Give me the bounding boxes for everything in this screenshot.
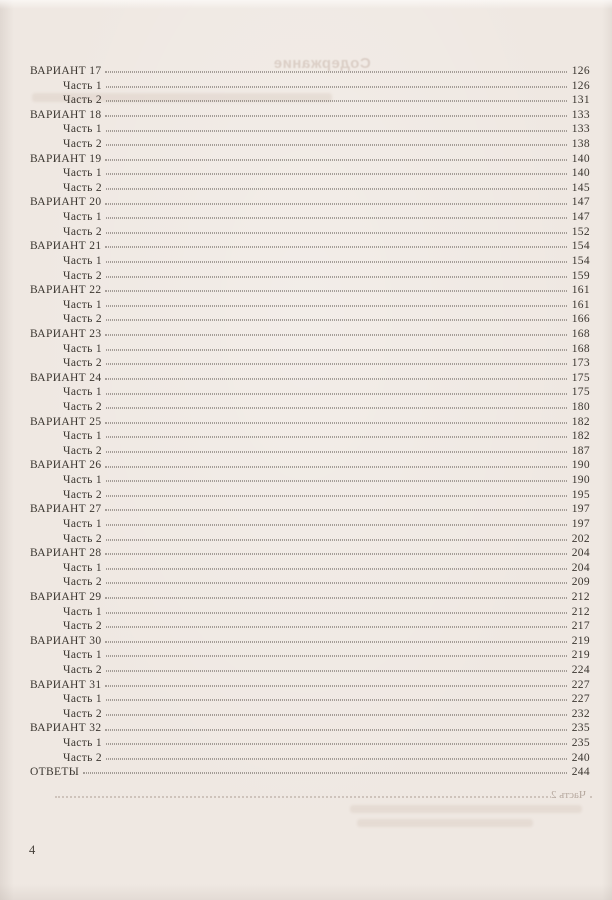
toc-entry-label: Часть 2 [63, 138, 103, 151]
toc-entry-label: Часть 1 [63, 123, 103, 136]
dot-leader [106, 495, 567, 496]
toc-entry-page: 232 [571, 707, 590, 720]
toc-entry-label: ВАРИАНТ 21 [30, 240, 102, 253]
toc-entry-page: 197 [571, 503, 590, 516]
toc-entry [30, 181, 590, 196]
toc-entry [30, 648, 590, 663]
toc-entry-page: 235 [571, 722, 590, 735]
toc-entry-page: 190 [571, 474, 590, 487]
toc-entry [30, 298, 590, 313]
toc-entry [30, 575, 590, 590]
toc-entry-page: 133 [571, 108, 590, 121]
folio-page-number: 4 [29, 843, 36, 857]
dot-leader [106, 393, 567, 394]
dot-leader [106, 305, 567, 306]
toc-entry [30, 488, 590, 503]
dot-leader [106, 714, 567, 715]
dot-leader [105, 291, 567, 292]
toc-entry-page: 140 [571, 167, 590, 180]
toc-entry-label: ВАРИАНТ 25 [30, 415, 102, 428]
toc-entry [30, 239, 590, 254]
toc-entry-label: Часть 2 [63, 401, 103, 414]
toc-entry-page: 182 [571, 430, 590, 443]
toc-entry-label: ВАРИАНТ 20 [30, 196, 102, 209]
toc-entry [30, 254, 590, 269]
toc-entry-label: ВАРИАНТ 19 [30, 152, 102, 165]
toc-entry-label: Часть 2 [63, 94, 103, 107]
toc-entry-page: 219 [571, 649, 590, 662]
toc-entry [30, 663, 590, 678]
toc-entry-page: 235 [571, 737, 590, 750]
toc-entry [30, 561, 590, 576]
toc-entry [30, 195, 590, 210]
toc-entry-page: 190 [571, 459, 590, 472]
toc-entry-page: 140 [571, 152, 590, 165]
toc-entry [30, 721, 590, 736]
toc-entry-label: Часть 1 [63, 79, 103, 92]
toc-entry-page: 240 [571, 751, 590, 764]
dot-leader [105, 729, 567, 730]
dot-leader [105, 422, 567, 423]
dot-leader [105, 203, 567, 204]
toc-entry-label: Часть 1 [63, 737, 103, 750]
toc-entry [30, 342, 590, 357]
toc-entry [30, 546, 590, 561]
toc-entry-page: 197 [571, 517, 590, 530]
toc-entry [30, 692, 590, 707]
dot-leader [106, 276, 567, 277]
toc-entry-page: 187 [571, 444, 590, 457]
toc-entry [30, 736, 590, 751]
toc-entry-label: ВАРИАНТ 22 [30, 284, 102, 297]
toc-entry [30, 502, 590, 517]
dot-leader [106, 451, 567, 452]
toc-entry [30, 458, 590, 473]
toc-entry-label: Часть 2 [63, 576, 103, 589]
dot-leader [106, 583, 567, 584]
dot-leader [105, 641, 567, 642]
toc-entry-label: Часть 1 [63, 386, 103, 399]
toc-entry-label: ВАРИАНТ 24 [30, 371, 102, 384]
dot-leader [106, 130, 567, 131]
toc-entry-page: 182 [571, 415, 590, 428]
toc-entry [30, 269, 590, 284]
toc-entry-page: 175 [571, 371, 590, 384]
toc-entry-label: Часть 1 [63, 254, 103, 267]
toc-entry [30, 64, 590, 79]
toc-entry-label: Часть 2 [63, 357, 103, 370]
dot-leader [105, 598, 567, 599]
dot-leader [106, 744, 567, 745]
toc-entry-label: ВАРИАНТ 27 [30, 503, 102, 516]
toc-entry-label: ВАРИАНТ 17 [30, 65, 102, 77]
toc-entry-label: Часть 2 [63, 444, 103, 457]
toc-entry-page: 168 [571, 342, 590, 355]
toc-entry-page: 209 [571, 576, 590, 589]
toc-entry [30, 429, 590, 444]
dot-leader [106, 145, 567, 146]
toc-entry [30, 444, 590, 459]
bleedthrough-line [55, 789, 592, 801]
dot-leader [106, 408, 567, 409]
toc-entry-page: 204 [571, 561, 590, 574]
toc-entry-label: ВАРИАНТ 23 [30, 327, 102, 340]
toc-entry-page: 126 [571, 65, 590, 77]
toc-entry-label: Часть 1 [63, 605, 103, 618]
dot-leader [105, 159, 567, 160]
bleedthrough-smudge [357, 819, 533, 827]
toc-entry-page: 138 [571, 138, 590, 151]
toc-entry-label: Часть 1 [63, 561, 103, 574]
dot-leader [106, 101, 567, 102]
toc-entry-label: Часть 2 [63, 663, 103, 676]
dot-leader [106, 320, 567, 321]
dot-leader [105, 115, 567, 116]
dot-leader [105, 335, 567, 336]
toc-entry [30, 108, 590, 123]
toc-entry [30, 122, 590, 137]
dot-leader [105, 554, 567, 555]
toc-entry [30, 283, 590, 298]
dot-leader [106, 700, 567, 701]
toc-entry [30, 751, 590, 766]
dot-leader [106, 349, 567, 350]
toc-entry [30, 415, 590, 430]
toc-entry-page: 166 [571, 313, 590, 326]
toc-entry-page: 175 [571, 386, 590, 399]
toc-entry [30, 137, 590, 152]
dot-leader [106, 656, 567, 657]
toc-entry [30, 473, 590, 488]
toc-entry-page: 161 [571, 284, 590, 297]
toc-entry-label: Часть 2 [63, 707, 103, 720]
toc-entry [30, 327, 590, 342]
dot-leader [106, 481, 567, 482]
toc-entry-page: 133 [571, 123, 590, 136]
toc-entry [30, 765, 590, 780]
toc-entry-label: Часть 2 [63, 181, 103, 194]
toc-entry-page: 219 [571, 634, 590, 647]
toc-entry-label: Часть 2 [63, 532, 103, 545]
toc-entry-page: 159 [571, 269, 590, 282]
dot-leader [106, 174, 567, 175]
toc-entry-label: Часть 1 [63, 474, 103, 487]
toc-entry [30, 590, 590, 605]
toc-entry-page: 224 [571, 663, 590, 676]
toc-entry [30, 385, 590, 400]
toc-entry-label: Часть 1 [63, 649, 103, 662]
toc-entry [30, 356, 590, 371]
toc-entry [30, 678, 590, 693]
dot-leader [106, 627, 567, 628]
bleedthrough-line-label: Часть 2 [551, 789, 590, 801]
toc-entry [30, 93, 590, 108]
toc-entry-label: Часть 2 [63, 225, 103, 238]
toc-entry-label: ВАРИАНТ 31 [30, 678, 102, 691]
toc-entry-page: 180 [571, 401, 590, 414]
dot-leader [105, 510, 567, 511]
toc-entry-page: 227 [571, 678, 590, 691]
dot-leader [105, 466, 567, 467]
bleedthrough-title: Содержание [273, 55, 371, 72]
toc-entry-label: Часть 2 [63, 751, 103, 764]
dot-leader [105, 378, 567, 379]
toc-entry-page: 195 [571, 488, 590, 501]
toc-entry [30, 152, 590, 167]
toc-entry-label: ВАРИАНТ 26 [30, 459, 102, 472]
toc-entry-label: Часть 1 [63, 211, 103, 224]
toc-entry-label: ОТВЕТЫ [30, 766, 80, 779]
dot-leader [83, 773, 567, 774]
dot-leader [106, 568, 567, 569]
toc-entry-page: 227 [571, 693, 590, 706]
table-of-contents [30, 64, 590, 780]
dot-leader [105, 247, 567, 248]
toc-entry-label: ВАРИАНТ 18 [30, 108, 102, 121]
dot-leader [106, 188, 567, 189]
dot-leader [106, 671, 567, 672]
toc-entry [30, 605, 590, 620]
toc-entry [30, 532, 590, 547]
toc-entry [30, 619, 590, 634]
toc-entry-label: ВАРИАНТ 29 [30, 590, 102, 603]
toc-entry-label: ВАРИАНТ 30 [30, 634, 102, 647]
toc-entry-label: Часть 2 [63, 269, 103, 282]
dot-leader [106, 612, 567, 613]
bleedthrough-smudge [350, 805, 582, 813]
toc-entry [30, 210, 590, 225]
toc-entry-page: 131 [571, 94, 590, 107]
dot-leader [106, 758, 567, 759]
dot-leader [106, 364, 567, 365]
toc-entry-label: Часть 2 [63, 620, 103, 633]
toc-entry [30, 517, 590, 532]
toc-entry [30, 225, 590, 240]
dot-leader [105, 72, 567, 73]
toc-entry-label: Часть 1 [63, 298, 103, 311]
toc-entry-page: 212 [571, 590, 590, 603]
toc-entry-label: Часть 1 [63, 167, 103, 180]
toc-entry-page: 154 [571, 254, 590, 267]
toc-entry-page: 145 [571, 181, 590, 194]
dot-leader [106, 525, 567, 526]
toc-entry-page: 126 [571, 79, 590, 92]
toc-entry-label: Часть 1 [63, 342, 103, 355]
toc-entry-page: 217 [571, 620, 590, 633]
dot-leader [106, 86, 567, 87]
dot-leader [106, 232, 567, 233]
dot-leader [106, 218, 567, 219]
toc-entry-page: 202 [571, 532, 590, 545]
toc-entry-page: 152 [571, 225, 590, 238]
dot-leader [105, 685, 567, 686]
toc-entry [30, 634, 590, 649]
toc-entry-label: Часть 2 [63, 313, 103, 326]
toc-entry [30, 79, 590, 94]
toc-entry-page: 244 [571, 766, 590, 779]
toc-entry [30, 400, 590, 415]
toc-entry-page: 212 [571, 605, 590, 618]
toc-entry [30, 166, 590, 181]
toc-entry-page: 204 [571, 547, 590, 560]
dot-leader [106, 437, 567, 438]
dot-leader [106, 539, 567, 540]
toc-entry-page: 147 [571, 196, 590, 209]
toc-entry-label: Часть 1 [63, 517, 103, 530]
toc-entry-page: 154 [571, 240, 590, 253]
toc-entry [30, 312, 590, 327]
toc-entry [30, 371, 590, 386]
toc-entry-label: ВАРИАНТ 32 [30, 722, 102, 735]
toc-entry-label: Часть 2 [63, 488, 103, 501]
dot-leader [106, 262, 567, 263]
toc-entry [30, 707, 590, 722]
toc-entry-label: Часть 1 [63, 693, 103, 706]
toc-entry-page: 168 [571, 327, 590, 340]
toc-entry-page: 173 [571, 357, 590, 370]
toc-entry-page: 161 [571, 298, 590, 311]
toc-entry-page: 147 [571, 211, 590, 224]
toc-entry-label: Часть 1 [63, 430, 103, 443]
toc-entry-label: ВАРИАНТ 28 [30, 547, 102, 560]
